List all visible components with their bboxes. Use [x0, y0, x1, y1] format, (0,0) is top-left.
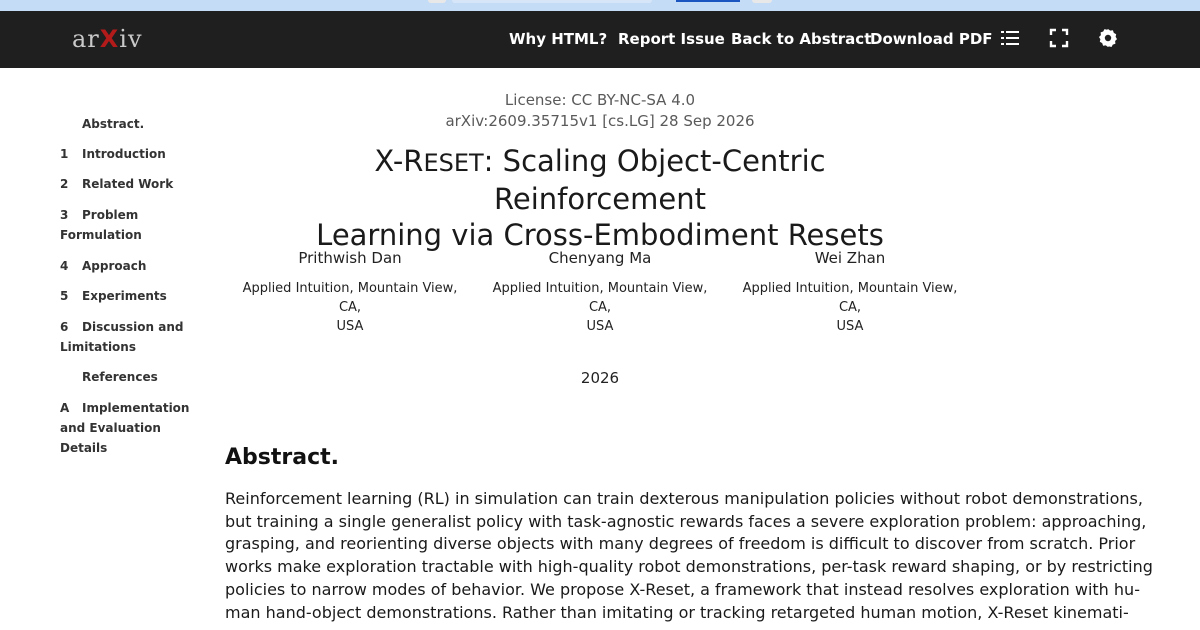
- notification-icon: [428, 0, 446, 3]
- author-block: [480, 249, 720, 336]
- author-name: Wei Zhan: [814, 249, 886, 267]
- abstract-line: Reinforcement learning (RL) in simulation can train dexterous manipulation policies without robot demonstrations,: [225, 489, 1143, 508]
- author-block: [730, 249, 970, 336]
- back-to-abstract-link[interactable]: Back to Abstract: [731, 30, 872, 48]
- abstract-line: policies to narrow modes of behavior. We propose X-Reset, a framework that instead resolves exploration with hu-: [225, 579, 1140, 599]
- publication-year: 2026: [580, 369, 620, 387]
- author-affiliation: Applied Intuition, Mountain View, CA, USA: [492, 281, 708, 334]
- toc-item-experiments[interactable]: 5 Experiments: [60, 289, 167, 303]
- author-affiliation: Applied Intuition, Mountain View, CA, USA: [242, 281, 458, 334]
- license-line: License: CC BY-NC-SA 4.0: [504, 91, 696, 109]
- toc-item-implementation-cont[interactable]: and Evaluation Details: [60, 421, 161, 455]
- toc-item-approach[interactable]: 4 Approach: [60, 259, 147, 273]
- toc-item-introduction[interactable]: 1 Introduction: [60, 147, 166, 161]
- abstract-line: but training a single generalist policy with task-agnostic rewards faces a severe exploration problem: approaching,: [225, 511, 1147, 531]
- notification-text: [452, 0, 652, 3]
- abstract-heading: Abstract.: [225, 445, 339, 470]
- abstract-line: works make exploration tractable with high-quality robot demonstrations, per-task reward shaping, or by restricting: [225, 557, 1153, 577]
- logo-text-x: X: [99, 25, 120, 53]
- list-icon[interactable]: [998, 26, 1022, 50]
- logo-text-right: iv: [119, 25, 143, 53]
- author-affiliation: Applied Intuition, Mountain View, CA, USA: [742, 281, 958, 334]
- why-html-link[interactable]: Why HTML?: [509, 30, 608, 48]
- arxiv-id-line: arXiv:2609.35715v1 [cs.LG] 28 Sep 2026: [445, 112, 755, 130]
- toc-item-abstract[interactable]: Abstract.: [82, 117, 145, 131]
- abstract-line: man hand-object demonstrations. Rather than imitating or tracking retargeted human motion, X-Reset kinemati-: [225, 602, 1129, 622]
- toc-item-references[interactable]: References: [82, 370, 158, 384]
- toc-item-problem-formulation[interactable]: 3 Problem: [60, 208, 139, 222]
- settings-icon[interactable]: [1096, 26, 1120, 50]
- title-line-2: Learning via Cross-Embodiment Resets: [316, 218, 884, 252]
- abstract-text: [225, 488, 1153, 624]
- report-issue-link[interactable]: Report Issue: [618, 30, 725, 48]
- toc-item-problem-formulation-cont[interactable]: Formulation: [60, 228, 142, 242]
- notification-close[interactable]: [752, 0, 772, 3]
- arxiv-logo[interactable]: [72, 27, 143, 51]
- title-line-1: X-RESET: Scaling Object-Centric Reinforcement: [374, 144, 826, 216]
- fullscreen-icon[interactable]: [1047, 26, 1071, 50]
- browser-notification-strip: [0, 0, 1200, 11]
- download-pdf-link[interactable]: Download PDF: [870, 30, 993, 48]
- author-name: Prithwish Dan: [298, 249, 402, 267]
- logo-text-left: ar: [72, 25, 100, 53]
- notification-link[interactable]: [676, 0, 740, 2]
- author-block: [230, 249, 470, 336]
- author-name: Chenyang Ma: [548, 249, 652, 267]
- page-title: [300, 143, 900, 253]
- toc-item-discussion-cont[interactable]: Limitations: [60, 340, 136, 354]
- toc-item-implementation[interactable]: A Implementation: [60, 401, 190, 415]
- toc-item-related-work[interactable]: 2 Related Work: [60, 177, 174, 191]
- abstract-line: grasping, and reorienting diverse objects with many degrees of freedom is difficult to discover from scratch. Prior: [225, 534, 1136, 554]
- top-navbar: [0, 11, 1200, 68]
- toc-item-discussion[interactable]: 6 Discussion and: [60, 320, 184, 334]
